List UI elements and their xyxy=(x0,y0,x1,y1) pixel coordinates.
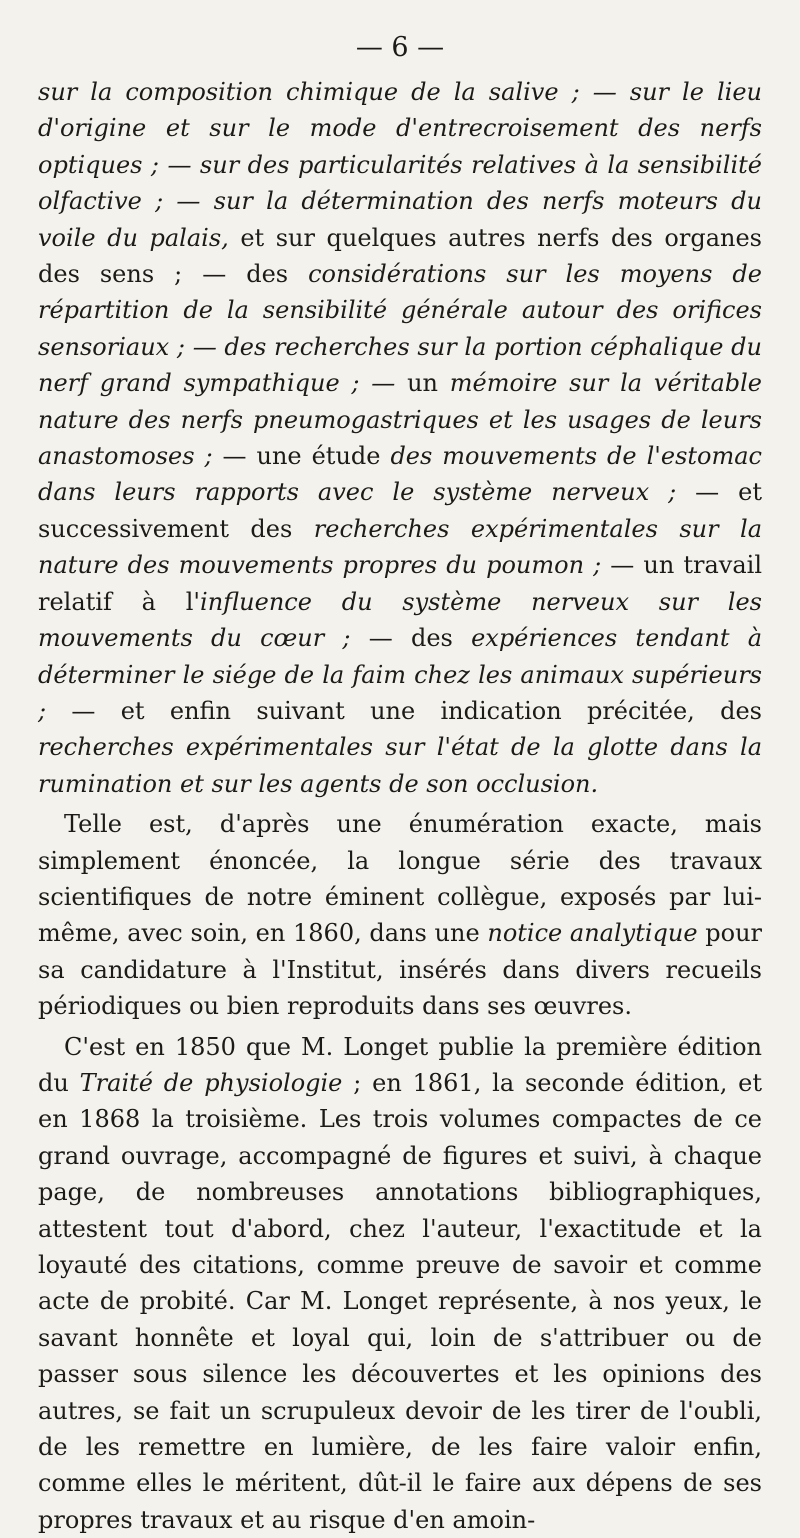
paragraph-1 xyxy=(38,74,762,802)
text-run: — des xyxy=(350,624,472,653)
page-number: — 6 — xyxy=(355,32,445,63)
text-run: recherches expérimentales sur l'état de la glotte dans la rumination et sur les agents de son occlusion. xyxy=(38,733,762,798)
text-run: — un travail relatif à l' xyxy=(38,551,763,616)
text-run: et sur quelques autres nerfs des organes des sens ; — des xyxy=(38,223,762,289)
paragraph-2 xyxy=(38,806,762,1024)
text-run: Traité de physiologie xyxy=(79,1068,343,1097)
text-run: recherches expérimentales sur la nature des mouvements propres du poumon ; xyxy=(38,514,762,580)
text-run: C'est en 1850 que M. Longet publie la première édition du xyxy=(38,1032,762,1097)
text-run: mémoire sur la véritable nature des nerfs pneumogastriques et les usages de leurs anastomoses ; xyxy=(38,369,762,471)
text-run: notice analytique xyxy=(487,919,698,948)
text-run: pour sa candidature à l'Institut, insérés dans divers recueils périodiques ou bien reproduits dans ses œuvres. xyxy=(38,919,763,1021)
text-run: sur la composition chimique de la salive ; — sur le lieu d'origine et sur le mode d'entrecroisement des nerfs optiques ; — sur des particularités relatives à la sensibilité olfactive ; — sur la détermination des nerfs moteurs du voile du palais, xyxy=(38,78,762,252)
text-run: — et successivement des xyxy=(38,478,762,543)
text-run: des mouvements de l'estomac dans leurs rapports avec le système nerveux ; xyxy=(38,442,762,507)
text-run: Telle est, d'après une énumération exacte, mais simplement énoncée, la longue série des travaux scientifiques de notre éminent collègue, exposés par lui-même, avec soin, en 1860, dans une xyxy=(38,810,762,948)
text-run: considérations sur les moyens de répartition de la sensibilité générale autour des orifices sensoriaux ; — des recherches sur la portion céphalique du nerf grand sympathique ; — xyxy=(38,260,762,398)
text-run: influence du système nerveux sur les mouvements du cœur ; xyxy=(38,587,762,653)
text-run: — une étude xyxy=(212,442,391,471)
paragraph-3 xyxy=(38,1029,762,1538)
text-run: un xyxy=(407,369,450,398)
text-run: expériences tendant à déterminer le siége de la faim chez les animaux supérieurs ; xyxy=(38,624,762,725)
text-run: ; en 1861, la seconde édition, et en 1868 la troisième. Les trois volumes compactes de ce grand ouvrage, accompagné de figures et suivi, à chaque page, de nombreuses annotations bibliographiques, attestent tout d'abord, chez l'auteur, l'exactitude et la loyauté des citations, comme preuve de savoir et comme acte de probité. Car M. Longet représente, à nos yeux, le savant honnête et loyal qui, loin de s'attribuer ou de passer sous silence les découvertes et les opinions des autres, se fait un scrupuleux devoir de les tirer de l'oubli, de les remettre en lumière, de les faire valoir enfin, comme elles le méritent, dût-il le faire aux dépens de ses propres travaux et au risque d'en amoin- xyxy=(38,1068,763,1534)
text-run: — et enfin suivant une indication précitée, des xyxy=(46,696,762,725)
